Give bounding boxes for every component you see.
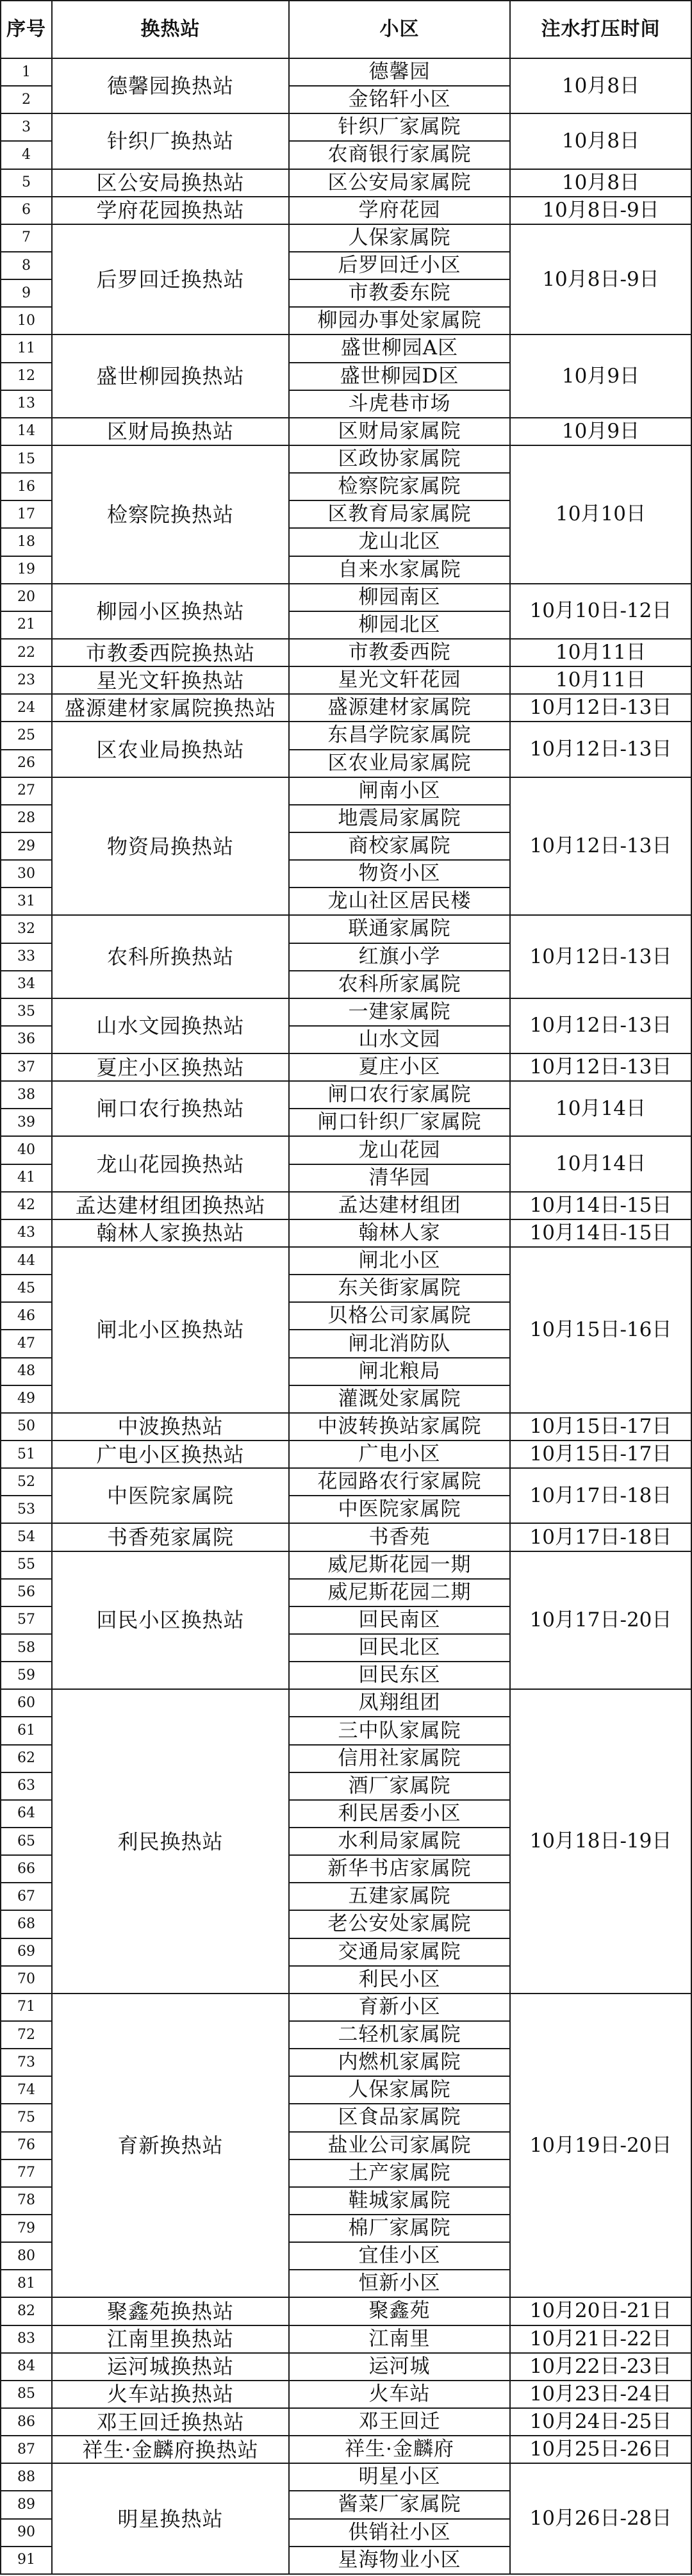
row-number: 48: [0, 1358, 53, 1386]
station-cell: 区公安局换热站: [53, 170, 290, 197]
station-cell: 中波换热站: [53, 1414, 290, 1441]
row-number: 5: [0, 170, 53, 197]
row-number: 76: [0, 2133, 53, 2160]
community-cell: 水利局家属院: [290, 1828, 511, 1856]
row-number: 75: [0, 2104, 53, 2132]
row-number: 80: [0, 2243, 53, 2270]
community-cell: 恒新小区: [290, 2270, 511, 2298]
date-cell: 10月12日-13日: [511, 916, 692, 998]
community-cell: 广电小区: [290, 1441, 511, 1469]
row-number: 34: [0, 971, 53, 999]
row-number: 17: [0, 501, 53, 529]
row-number: 78: [0, 2188, 53, 2215]
row-number: 8: [0, 252, 53, 280]
row-number: 31: [0, 888, 53, 916]
community-cell: 盛源建材家属院: [290, 695, 511, 722]
row-number: 77: [0, 2160, 53, 2188]
community-cell: 宜佳小区: [290, 2243, 511, 2270]
row-number: 69: [0, 1939, 53, 1967]
date-cell: 10月17日-18日: [511, 1469, 692, 1524]
row-number: 6: [0, 197, 53, 225]
community-cell: 针织厂家属院: [290, 114, 511, 142]
community-cell: 物资小区: [290, 861, 511, 888]
community-cell: 闸北粮局: [290, 1358, 511, 1386]
row-number: 29: [0, 833, 53, 861]
community-cell: 德馨园: [290, 59, 511, 87]
station-cell: 运河城换热站: [53, 2354, 290, 2381]
date-cell: 10月23日-24日: [511, 2381, 692, 2409]
community-cell: 花园路农行家属院: [290, 1469, 511, 1496]
header-station: 换热站: [53, 0, 290, 59]
community-cell: 信用社家属院: [290, 1746, 511, 1773]
date-cell: 10月11日: [511, 667, 692, 695]
station-cell: 利民换热站: [53, 1690, 290, 1994]
row-number: 36: [0, 1027, 53, 1054]
community-cell: 威尼斯花园二期: [290, 1580, 511, 1607]
community-cell: 老公安处家属院: [290, 1911, 511, 1938]
date-cell: 10月14日-15日: [511, 1220, 692, 1248]
date-cell: 10月17日-20日: [511, 1552, 692, 1690]
row-number: 43: [0, 1220, 53, 1248]
row-number: 3: [0, 114, 53, 142]
station-cell: 邓王回迁换热站: [53, 2409, 290, 2436]
row-number: 71: [0, 1994, 53, 2022]
station-cell: 翰林人家换热站: [53, 1220, 290, 1248]
date-cell: 10月25日-26日: [511, 2436, 692, 2464]
row-number: 22: [0, 640, 53, 667]
row-number: 47: [0, 1330, 53, 1358]
row-number: 24: [0, 695, 53, 722]
date-cell: 10月15日-17日: [511, 1441, 692, 1469]
row-number: 10: [0, 308, 53, 335]
row-number: 42: [0, 1193, 53, 1220]
date-cell: 10月12日-13日: [511, 695, 692, 722]
station-cell: 星光文轩换热站: [53, 667, 290, 695]
row-number: 56: [0, 1580, 53, 1607]
community-cell: 龙山花园: [290, 1137, 511, 1164]
row-number: 9: [0, 280, 53, 308]
community-cell: 市教委西院: [290, 640, 511, 667]
community-cell: 区食品家属院: [290, 2104, 511, 2132]
date-cell: 10月14日: [511, 1137, 692, 1192]
date-cell: 10月9日: [511, 335, 692, 418]
row-number: 21: [0, 612, 53, 640]
row-number: 23: [0, 667, 53, 695]
station-cell: 柳园小区换热站: [53, 584, 290, 640]
community-cell: 区财局家属院: [290, 418, 511, 446]
station-cell: 中医院家属院: [53, 1469, 290, 1524]
date-cell: 10月12日-13日: [511, 999, 692, 1054]
row-number: 74: [0, 2077, 53, 2104]
community-cell: 明星小区: [290, 2464, 511, 2491]
station-cell: 广电小区换热站: [53, 1441, 290, 1469]
date-cell: 10月12日-13日: [511, 1054, 692, 1082]
community-cell: 夏庄小区: [290, 1054, 511, 1082]
row-number: 15: [0, 446, 53, 474]
station-cell: 区财局换热站: [53, 418, 290, 446]
date-cell: 10月9日: [511, 418, 692, 446]
row-number: 49: [0, 1386, 53, 1414]
community-cell: 中医院家属院: [290, 1496, 511, 1524]
community-cell: 自来水家属院: [290, 557, 511, 584]
community-cell: 区教育局家属院: [290, 501, 511, 529]
community-cell: 酒厂家属院: [290, 1773, 511, 1801]
row-number: 81: [0, 2270, 53, 2298]
community-cell: 商校家属院: [290, 833, 511, 861]
community-cell: 一建家属院: [290, 999, 511, 1027]
community-cell: 书香苑: [290, 1524, 511, 1551]
row-number: 79: [0, 2215, 53, 2243]
community-cell: 酱菜厂家属院: [290, 2491, 511, 2519]
row-number: 27: [0, 778, 53, 805]
row-number: 88: [0, 2464, 53, 2491]
community-cell: 闸口农行家属院: [290, 1082, 511, 1109]
row-number: 39: [0, 1109, 53, 1137]
community-cell: 农商银行家属院: [290, 142, 511, 169]
community-cell: 内燃机家属院: [290, 2049, 511, 2077]
station-cell: 盛世柳园换热站: [53, 335, 290, 418]
community-cell: 火车站: [290, 2381, 511, 2409]
row-number: 59: [0, 1662, 53, 1690]
row-number: 85: [0, 2381, 53, 2409]
community-cell: 农科所家属院: [290, 971, 511, 999]
station-cell: 明星换热站: [53, 2464, 290, 2575]
station-cell: 回民小区换热站: [53, 1552, 290, 1690]
date-cell: 10月20日-21日: [511, 2298, 692, 2325]
date-cell: 10月17日-18日: [511, 1524, 692, 1551]
community-cell: 威尼斯花园一期: [290, 1552, 511, 1580]
station-cell: 火车站换热站: [53, 2381, 290, 2409]
row-number: 25: [0, 722, 53, 750]
community-cell: 人保家属院: [290, 225, 511, 252]
station-cell: 市教委西院换热站: [53, 640, 290, 667]
community-cell: 三中队家属院: [290, 1717, 511, 1745]
station-cell: 育新换热站: [53, 1994, 290, 2299]
row-number: 38: [0, 1082, 53, 1109]
row-number: 16: [0, 474, 53, 501]
community-cell: 联通家属院: [290, 916, 511, 943]
row-number: 44: [0, 1248, 53, 1275]
row-number: 63: [0, 1773, 53, 1801]
community-cell: 孟达建材组团: [290, 1193, 511, 1220]
station-cell: 龙山花园换热站: [53, 1137, 290, 1192]
community-cell: 柳园南区: [290, 584, 511, 612]
community-cell: 聚鑫苑: [290, 2298, 511, 2325]
community-cell: 闸北小区: [290, 1248, 511, 1275]
row-number: 32: [0, 916, 53, 943]
community-cell: 区公安局家属院: [290, 170, 511, 197]
station-cell: 书香苑家属院: [53, 1524, 290, 1551]
row-number: 89: [0, 2491, 53, 2519]
community-cell: 土产家属院: [290, 2160, 511, 2188]
community-cell: 鞋城家属院: [290, 2188, 511, 2215]
community-cell: 山水文园: [290, 1027, 511, 1054]
station-cell: 江南里换热站: [53, 2326, 290, 2354]
station-cell: 孟达建材组团换热站: [53, 1193, 290, 1220]
community-cell: 棉厂家属院: [290, 2215, 511, 2243]
row-number: 83: [0, 2326, 53, 2354]
row-number: 35: [0, 999, 53, 1027]
row-number: 65: [0, 1828, 53, 1856]
header-no: 序号: [0, 0, 53, 59]
community-cell: 盐业公司家属院: [290, 2133, 511, 2160]
community-cell: 星光文轩花园: [290, 667, 511, 695]
row-number: 11: [0, 335, 53, 363]
date-cell: 10月21日-22日: [511, 2326, 692, 2354]
row-number: 50: [0, 1414, 53, 1441]
row-number: 73: [0, 2049, 53, 2077]
row-number: 13: [0, 391, 53, 418]
station-cell: 德馨园换热站: [53, 59, 290, 114]
community-cell: 回民北区: [290, 1635, 511, 1662]
row-number: 54: [0, 1524, 53, 1551]
date-cell: 10月8日: [511, 170, 692, 197]
row-number: 33: [0, 944, 53, 971]
community-cell: 贝格公司家属院: [290, 1303, 511, 1330]
station-cell: 后罗回迁换热站: [53, 225, 290, 336]
row-number: 58: [0, 1635, 53, 1662]
row-number: 55: [0, 1552, 53, 1580]
community-cell: 星海物业小区: [290, 2547, 511, 2575]
row-number: 70: [0, 1967, 53, 1994]
row-number: 53: [0, 1496, 53, 1524]
row-number: 19: [0, 557, 53, 584]
row-number: 18: [0, 529, 53, 556]
community-cell: 区政协家属院: [290, 446, 511, 474]
community-cell: 龙山社区居民楼: [290, 888, 511, 916]
row-number: 40: [0, 1137, 53, 1164]
community-cell: 江南里: [290, 2326, 511, 2354]
date-cell: 10月15日-17日: [511, 1414, 692, 1441]
row-number: 41: [0, 1165, 53, 1193]
header-community: 小区: [290, 0, 511, 59]
date-cell: 10月11日: [511, 640, 692, 667]
row-number: 67: [0, 1883, 53, 1911]
community-cell: 交通局家属院: [290, 1939, 511, 1967]
community-cell: 祥生·金麟府: [290, 2436, 511, 2464]
station-cell: 夏庄小区换热站: [53, 1054, 290, 1082]
row-number: 64: [0, 1801, 53, 1828]
date-cell: 10月14日-15日: [511, 1193, 692, 1220]
station-cell: 检察院换热站: [53, 446, 290, 584]
row-number: 60: [0, 1690, 53, 1717]
row-number: 57: [0, 1607, 53, 1635]
community-cell: 邓王回迁: [290, 2409, 511, 2436]
date-cell: 10月15日-16日: [511, 1248, 692, 1414]
station-cell: 农科所换热站: [53, 916, 290, 998]
row-number: 51: [0, 1441, 53, 1469]
community-cell: 龙山北区: [290, 529, 511, 556]
community-cell: 运河城: [290, 2354, 511, 2381]
community-cell: 中波转换站家属院: [290, 1414, 511, 1441]
community-cell: 利民小区: [290, 1967, 511, 1994]
station-cell: 学府花园换热站: [53, 197, 290, 225]
community-cell: 学府花园: [290, 197, 511, 225]
row-number: 62: [0, 1746, 53, 1773]
community-cell: 回民南区: [290, 1607, 511, 1635]
date-cell: 10月12日-13日: [511, 778, 692, 916]
community-cell: 检察院家属院: [290, 474, 511, 501]
station-cell: 闸北小区换热站: [53, 1248, 290, 1414]
date-cell: 10月19日-20日: [511, 1994, 692, 2299]
station-cell: 聚鑫苑换热站: [53, 2298, 290, 2325]
date-cell: 10月8日: [511, 114, 692, 169]
station-cell: 祥生·金麟府换热站: [53, 2436, 290, 2464]
header-date: 注水打压时间: [511, 0, 692, 59]
row-number: 1: [0, 59, 53, 87]
date-cell: 10月22日-23日: [511, 2354, 692, 2381]
row-number: 82: [0, 2298, 53, 2325]
station-cell: 区农业局换热站: [53, 722, 290, 777]
community-cell: 市教委东院: [290, 280, 511, 308]
community-cell: 盛世柳园A区: [290, 335, 511, 363]
community-cell: 利民居委小区: [290, 1801, 511, 1828]
row-number: 86: [0, 2409, 53, 2436]
station-cell: 物资局换热站: [53, 778, 290, 916]
community-cell: 二轻机家属院: [290, 2022, 511, 2049]
row-number: 14: [0, 418, 53, 446]
date-cell: 10月10日-12日: [511, 584, 692, 640]
community-cell: 柳园北区: [290, 612, 511, 640]
station-cell: 盛源建材家属院换热站: [53, 695, 290, 722]
date-cell: 10月24日-25日: [511, 2409, 692, 2436]
row-number: 90: [0, 2520, 53, 2547]
row-number: 84: [0, 2354, 53, 2381]
row-number: 30: [0, 861, 53, 888]
community-cell: 回民东区: [290, 1662, 511, 1690]
date-cell: 10月18日-19日: [511, 1690, 692, 1994]
date-cell: 10月8日-9日: [511, 197, 692, 225]
date-cell: 10月10日: [511, 446, 692, 584]
date-cell: 10月8日: [511, 59, 692, 114]
date-cell: 10月12日-13日: [511, 722, 692, 777]
row-number: 26: [0, 750, 53, 778]
station-cell: 山水文园换热站: [53, 999, 290, 1054]
community-cell: 后罗回迁小区: [290, 252, 511, 280]
community-cell: 五建家属院: [290, 1883, 511, 1911]
row-number: 37: [0, 1054, 53, 1082]
community-cell: 清华园: [290, 1165, 511, 1193]
community-cell: 新华书店家属院: [290, 1856, 511, 1883]
community-cell: 东昌学院家属院: [290, 722, 511, 750]
community-cell: 闸北消防队: [290, 1330, 511, 1358]
community-cell: 金铭轩小区: [290, 87, 511, 114]
row-number: 91: [0, 2547, 53, 2575]
row-number: 12: [0, 363, 53, 391]
community-cell: 闸南小区: [290, 778, 511, 805]
row-number: 52: [0, 1469, 53, 1496]
row-number: 20: [0, 584, 53, 612]
row-number: 46: [0, 1303, 53, 1330]
row-number: 45: [0, 1275, 53, 1303]
row-number: 28: [0, 805, 53, 833]
row-number: 72: [0, 2022, 53, 2049]
community-cell: 区农业局家属院: [290, 750, 511, 778]
row-number: 2: [0, 87, 53, 114]
community-cell: 人保家属院: [290, 2077, 511, 2104]
date-cell: 10月14日: [511, 1082, 692, 1137]
station-cell: 闸口农行换热站: [53, 1082, 290, 1137]
row-number: 87: [0, 2436, 53, 2464]
community-cell: 翰林人家: [290, 1220, 511, 1248]
community-cell: 灌溉处家属院: [290, 1386, 511, 1414]
row-number: 68: [0, 1911, 53, 1938]
community-cell: 红旗小学: [290, 944, 511, 971]
community-cell: 东关街家属院: [290, 1275, 511, 1303]
community-cell: 供销社小区: [290, 2520, 511, 2547]
date-cell: 10月8日-9日: [511, 225, 692, 336]
community-cell: 柳园办事处家属院: [290, 308, 511, 335]
community-cell: 闸口针织厂家属院: [290, 1109, 511, 1137]
row-number: 61: [0, 1717, 53, 1745]
station-cell: 针织厂换热站: [53, 114, 290, 169]
community-cell: 育新小区: [290, 1994, 511, 2022]
community-cell: 地震局家属院: [290, 805, 511, 833]
community-cell: 盛世柳园D区: [290, 363, 511, 391]
date-cell: 10月26日-28日: [511, 2464, 692, 2575]
row-number: 66: [0, 1856, 53, 1883]
community-cell: 凤翔组团: [290, 1690, 511, 1717]
row-number: 7: [0, 225, 53, 252]
community-cell: 斗虎巷市场: [290, 391, 511, 418]
row-number: 4: [0, 142, 53, 169]
